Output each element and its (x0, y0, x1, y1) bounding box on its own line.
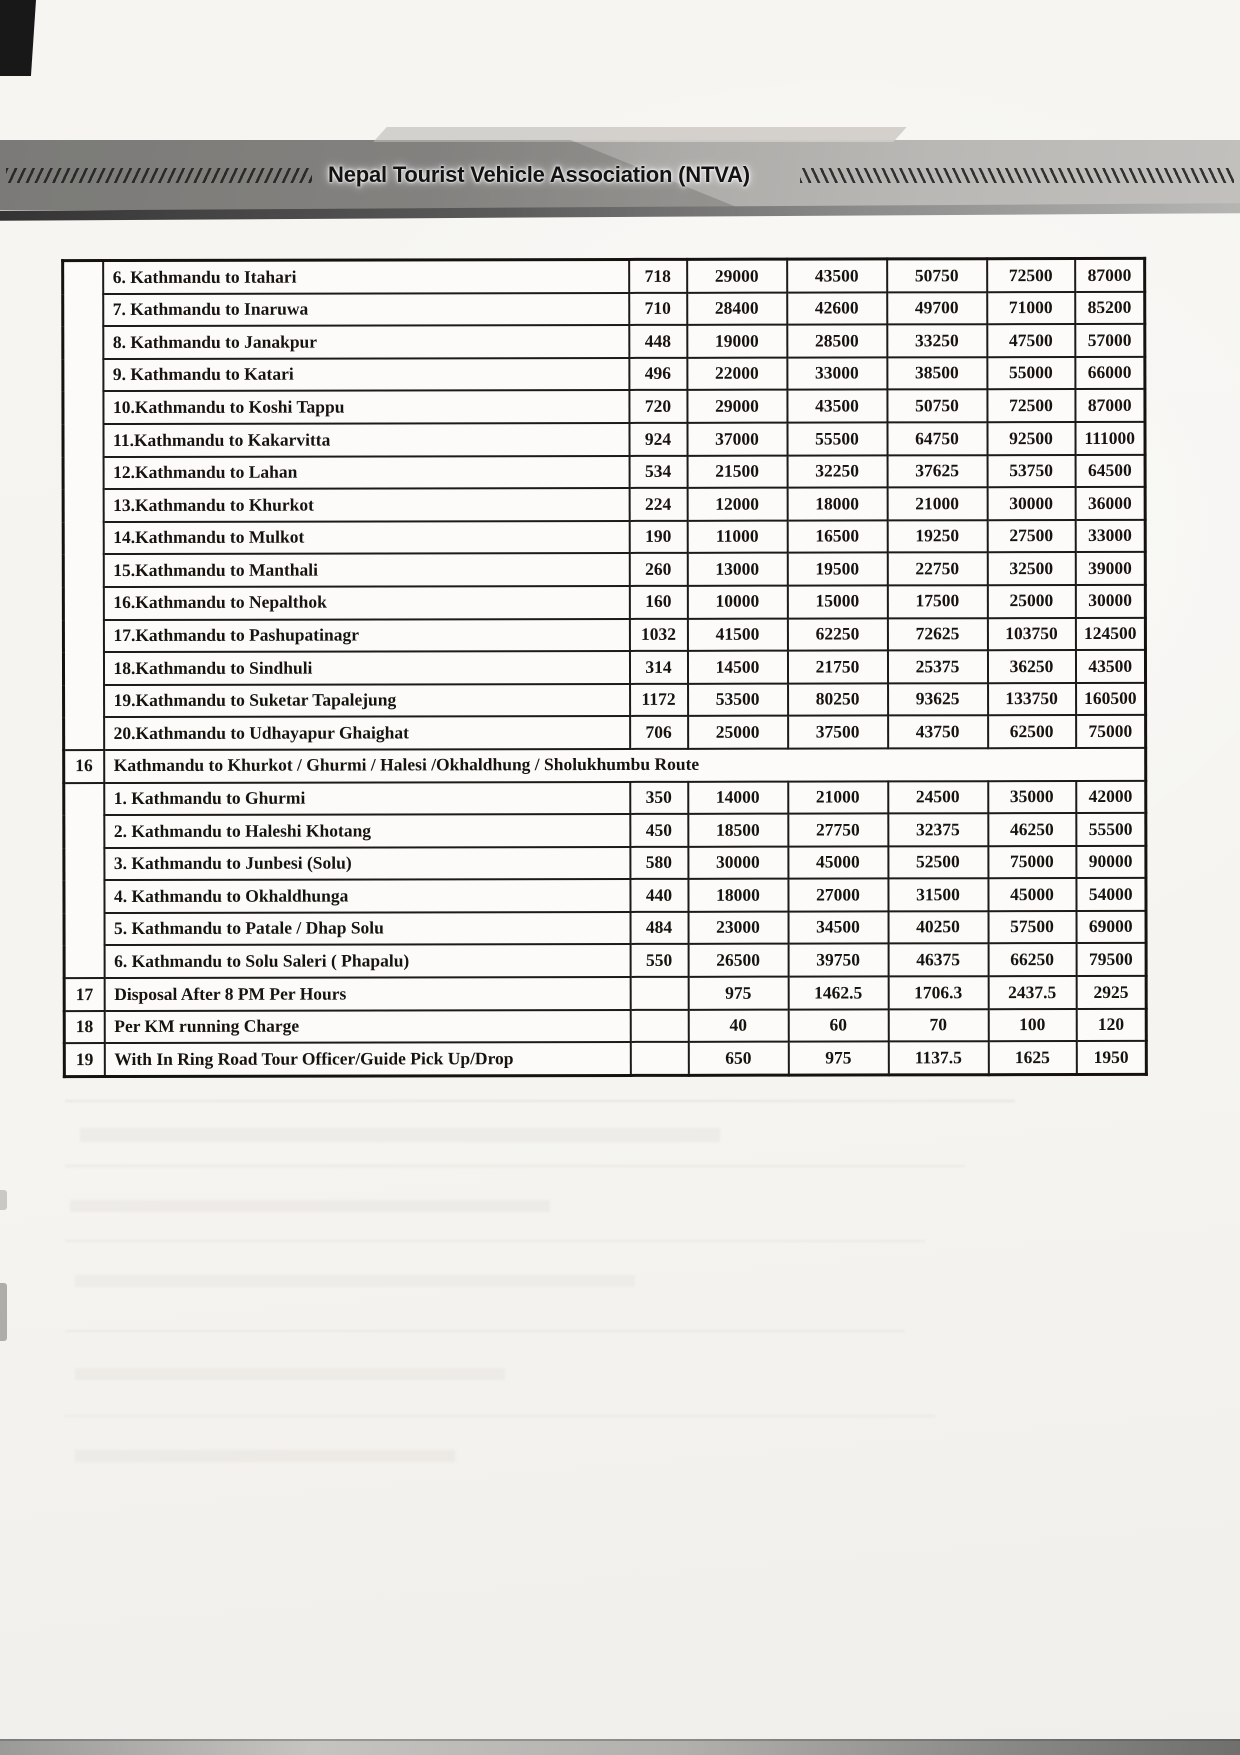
table-row (64, 911, 1146, 946)
route-name: 3. Kathmandu to Junbesi (Solu) (104, 847, 630, 881)
rate-value: 19500 (787, 553, 887, 586)
rate-value: 54000 (1076, 878, 1146, 911)
rate-value: 55500 (787, 422, 887, 455)
rate-value: 25000 (688, 716, 788, 749)
distance-km: 580 (630, 847, 688, 880)
rate-value: 21000 (788, 781, 888, 814)
route-name: 12.Kathmandu to Lahan (103, 456, 629, 490)
rate-value: 57500 (988, 911, 1076, 944)
table-row (63, 357, 1145, 392)
table-row (64, 976, 1146, 1011)
distance-km: 450 (630, 814, 688, 847)
rate-value: 62250 (787, 618, 887, 651)
table-row (63, 422, 1145, 457)
scan-bottom-edge (0, 1739, 1240, 1755)
rate-value: 2437.5 (988, 976, 1076, 1009)
rate-value: 32250 (787, 455, 887, 488)
rate-value: 64750 (887, 422, 987, 455)
table-row (63, 650, 1145, 685)
rate-value: 37500 (788, 716, 888, 749)
rate-value: 52500 (888, 846, 988, 879)
rate-value: 28400 (687, 292, 787, 325)
rate-value: 47500 (987, 324, 1075, 357)
scan-artifact (80, 1128, 720, 1142)
table-row (63, 258, 1145, 293)
table-row (63, 389, 1145, 424)
rate-value: 45000 (988, 878, 1076, 911)
rate-value: 43500 (787, 390, 887, 423)
route-name: 6. Kathmandu to Solu Saleri ( Phapalu) (104, 944, 630, 978)
rate-value: 30000 (688, 846, 788, 879)
rate-value: 24500 (888, 781, 988, 814)
rate-value: 28500 (787, 325, 887, 358)
rate-value: 29000 (687, 259, 787, 292)
rate-value: 11000 (687, 520, 787, 553)
rate-value: 70 (888, 1009, 988, 1042)
route-name: 20.Kathmandu to Udhayapur Ghaighat (104, 716, 630, 750)
rate-value: 21000 (887, 487, 987, 520)
rate-value: 39000 (1075, 552, 1145, 585)
distance-km: 706 (630, 716, 688, 749)
rate-value: 69000 (1076, 911, 1146, 944)
rate-value: 45000 (788, 846, 888, 879)
distance-km: 496 (629, 358, 687, 391)
rate-value: 66250 (988, 943, 1076, 976)
route-name: 17.Kathmandu to Pashupatinagr (103, 618, 629, 652)
rate-value: 12000 (687, 488, 787, 521)
distance-km: 1032 (629, 618, 687, 651)
row-index-blank (64, 783, 104, 979)
table-row (63, 487, 1145, 522)
rate-value: 93625 (888, 683, 988, 716)
table-row (63, 585, 1145, 620)
rate-value: 43750 (888, 716, 988, 749)
section-row (64, 748, 1146, 783)
rate-value: 120 (1076, 1009, 1146, 1042)
table-row (64, 1009, 1146, 1044)
rate-value: 29000 (687, 390, 787, 423)
rate-value: 16500 (787, 520, 887, 553)
scan-artifact (75, 1450, 455, 1462)
rate-value: 43500 (1075, 650, 1145, 683)
rate-value: 15000 (787, 585, 887, 618)
rate-value: 1625 (988, 1041, 1076, 1074)
table-row (63, 617, 1145, 652)
rate-value: 30000 (987, 487, 1075, 520)
rate-value: 27000 (788, 879, 888, 912)
rate-value: 43500 (787, 259, 887, 292)
distance-km: 260 (629, 553, 687, 586)
scan-artifact (75, 1275, 635, 1287)
hatch-pattern-left-icon (6, 168, 312, 183)
header-band (0, 140, 1240, 210)
route-name: 9. Kathmandu to Katari (103, 358, 629, 392)
route-name: 15.Kathmandu to Manthali (103, 553, 629, 587)
scan-dark-corner (0, 0, 36, 76)
rate-value: 18000 (688, 879, 788, 912)
route-name: Disposal After 8 PM Per Hours (104, 977, 630, 1011)
rate-value: 72500 (987, 259, 1075, 292)
distance-km: 484 (630, 912, 688, 945)
rate-value: 46375 (888, 944, 988, 977)
distance-km: 718 (629, 259, 687, 292)
rate-value: 17500 (887, 585, 987, 618)
rate-value: 111000 (1075, 422, 1145, 455)
scan-edge-smudge (0, 1190, 7, 1210)
rate-value: 975 (788, 1042, 888, 1075)
rate-value: 72500 (987, 389, 1075, 422)
rate-value: 1706.3 (888, 976, 988, 1009)
rate-value: 72625 (887, 618, 987, 651)
rate-value: 80250 (788, 683, 888, 716)
rate-value: 75000 (1076, 715, 1146, 748)
rate-value: 40250 (888, 911, 988, 944)
rate-value: 133750 (988, 683, 1076, 716)
table-row (64, 683, 1146, 718)
rate-value: 22750 (887, 553, 987, 586)
rate-value: 14500 (687, 651, 787, 684)
rate-value: 650 (688, 1042, 788, 1075)
rate-value: 25000 (987, 585, 1075, 618)
row-index: 17 (64, 978, 104, 1011)
rate-value: 87000 (1075, 389, 1145, 422)
scan-artifact (70, 1200, 550, 1212)
table-row (64, 943, 1146, 978)
route-name: 4. Kathmandu to Okhaldhunga (104, 879, 630, 913)
scan-artifact (65, 1240, 925, 1242)
rate-value: 50750 (887, 390, 987, 423)
distance-km: 710 (629, 292, 687, 325)
rate-value: 49700 (887, 292, 987, 325)
route-name: 18.Kathmandu to Sindhuli (103, 651, 629, 685)
distance-km: 924 (629, 423, 687, 456)
rate-value: 100 (988, 1009, 1076, 1042)
rate-value: 50750 (887, 259, 987, 292)
route-name: 13.Kathmandu to Khurkot (103, 488, 629, 522)
rate-value: 23000 (688, 911, 788, 944)
table-row (64, 878, 1146, 913)
rate-value: 32500 (987, 552, 1075, 585)
hatch-pattern-right-icon (800, 168, 1234, 183)
rate-value: 79500 (1076, 943, 1146, 976)
route-name: 2. Kathmandu to Haleshi Khotang (104, 814, 630, 848)
rate-value: 1950 (1076, 1041, 1146, 1074)
distance-km (630, 977, 688, 1010)
rate-value: 25375 (887, 650, 987, 683)
rate-value: 53750 (987, 455, 1075, 488)
table-row (64, 846, 1146, 881)
route-name: With In Ring Road Tour Officer/Guide Pick Up/Drop (104, 1042, 630, 1076)
distance-km (630, 1009, 688, 1042)
route-name: 8. Kathmandu to Janakpur (103, 325, 629, 359)
distance-km: 190 (629, 521, 687, 554)
rate-value: 35000 (988, 781, 1076, 814)
table-row (64, 715, 1146, 750)
route-name: 14.Kathmandu to Mulkot (103, 521, 629, 555)
route-name: 16.Kathmandu to Nepalthok (103, 586, 629, 620)
distance-km: 224 (629, 488, 687, 521)
distance-km: 720 (629, 390, 687, 423)
rate-value: 92500 (987, 422, 1075, 455)
rate-value: 60 (788, 1009, 888, 1042)
table-row (64, 813, 1146, 848)
rate-value: 62500 (988, 715, 1076, 748)
rate-value: 18000 (787, 488, 887, 521)
rate-value: 36250 (987, 650, 1075, 683)
table-row (64, 1041, 1146, 1076)
rate-value: 21500 (687, 455, 787, 488)
rate-value: 32375 (888, 813, 988, 846)
rate-value: 31500 (888, 878, 988, 911)
rate-value: 87000 (1075, 258, 1145, 291)
rate-value: 53500 (688, 683, 788, 716)
row-index: 19 (64, 1043, 104, 1076)
rate-value: 34500 (788, 911, 888, 944)
distance-km: 550 (630, 944, 688, 977)
rate-value: 90000 (1076, 846, 1146, 879)
rate-value: 42600 (787, 292, 887, 325)
rate-value: 42000 (1076, 780, 1146, 813)
scan-artifact (75, 1368, 505, 1380)
rate-value: 33250 (887, 324, 987, 357)
rate-value: 64500 (1075, 454, 1145, 487)
rate-value: 36000 (1075, 487, 1145, 520)
distance-km: 534 (629, 455, 687, 488)
section-title: Kathmandu to Khurkot / Ghurmi / Halesi /Okhaldhung / Sholukhumbu Route (104, 748, 1146, 783)
rate-value: 2925 (1076, 976, 1146, 1009)
row-index: 18 (64, 1011, 104, 1044)
route-name: 5. Kathmandu to Patale / Dhap Solu (104, 912, 630, 946)
rate-value: 103750 (987, 618, 1075, 651)
route-name: 6. Kathmandu to Itahari (103, 259, 629, 293)
rate-value: 33000 (787, 357, 887, 390)
distance-km: 1172 (630, 684, 688, 717)
rate-value: 55500 (1076, 813, 1146, 846)
page-title: Nepal Tourist Vehicle Association (NTVA) (328, 162, 750, 187)
rate-value: 14000 (688, 781, 788, 814)
rate-value: 1137.5 (888, 1041, 988, 1074)
route-name: 7. Kathmandu to Inaruwa (103, 293, 629, 327)
rate-value: 975 (688, 977, 788, 1010)
rate-value: 46250 (988, 813, 1076, 846)
rate-value: 40 (688, 1009, 788, 1042)
rate-value: 39750 (788, 944, 888, 977)
row-index-blank (63, 261, 104, 750)
rate-value: 27500 (987, 520, 1075, 553)
rate-value: 30000 (1075, 585, 1145, 618)
rate-value: 27750 (788, 814, 888, 847)
rate-value: 10000 (687, 586, 787, 619)
rate-value: 75000 (988, 846, 1076, 879)
rate-value: 26500 (688, 944, 788, 977)
table-row (63, 454, 1145, 489)
rate-value: 33000 (1075, 520, 1145, 553)
table-row (64, 780, 1146, 815)
route-name: Per KM running Charge (104, 1010, 630, 1044)
rate-value: 57000 (1075, 324, 1145, 357)
scan-artifact (65, 1330, 905, 1332)
rate-value: 22000 (687, 357, 787, 390)
table-row (63, 291, 1145, 326)
route-name: 19.Kathmandu to Suketar Tapalejung (104, 684, 630, 718)
rate-value: 37625 (887, 455, 987, 488)
rate-value: 18500 (688, 814, 788, 847)
rate-value: 19250 (887, 520, 987, 553)
scan-artifact (65, 1165, 965, 1167)
distance-km: 314 (629, 651, 687, 684)
rate-value: 55000 (987, 357, 1075, 390)
distance-km: 440 (630, 879, 688, 912)
row-index: 16 (64, 750, 104, 783)
route-name: 10.Kathmandu to Koshi Tappu (103, 390, 629, 424)
rate-value: 1462.5 (788, 976, 888, 1009)
rate-value: 66000 (1075, 357, 1145, 390)
rate-value: 124500 (1075, 617, 1145, 650)
rate-value: 41500 (687, 618, 787, 651)
table-row (63, 552, 1145, 587)
rate-value: 160500 (1076, 683, 1146, 716)
rate-table (61, 257, 1148, 1078)
scan-artifact (65, 1415, 935, 1417)
rate-value: 37000 (687, 423, 787, 456)
table-row (63, 520, 1145, 555)
route-name: 1. Kathmandu to Ghurmi (104, 781, 630, 815)
rate-value: 19000 (687, 325, 787, 358)
rate-value: 13000 (687, 553, 787, 586)
distance-km: 448 (629, 325, 687, 358)
rate-value: 85200 (1075, 291, 1145, 324)
table-row (63, 324, 1145, 359)
distance-km: 160 (629, 586, 687, 619)
distance-km: 350 (630, 781, 688, 814)
route-name: 11.Kathmandu to Kakarvitta (103, 423, 629, 457)
rate-value: 71000 (987, 292, 1075, 325)
rate-value: 38500 (887, 357, 987, 390)
distance-km (630, 1042, 688, 1075)
scan-edge-smudge (0, 1283, 7, 1341)
rate-value: 21750 (787, 651, 887, 684)
scan-artifact (65, 1100, 1015, 1102)
